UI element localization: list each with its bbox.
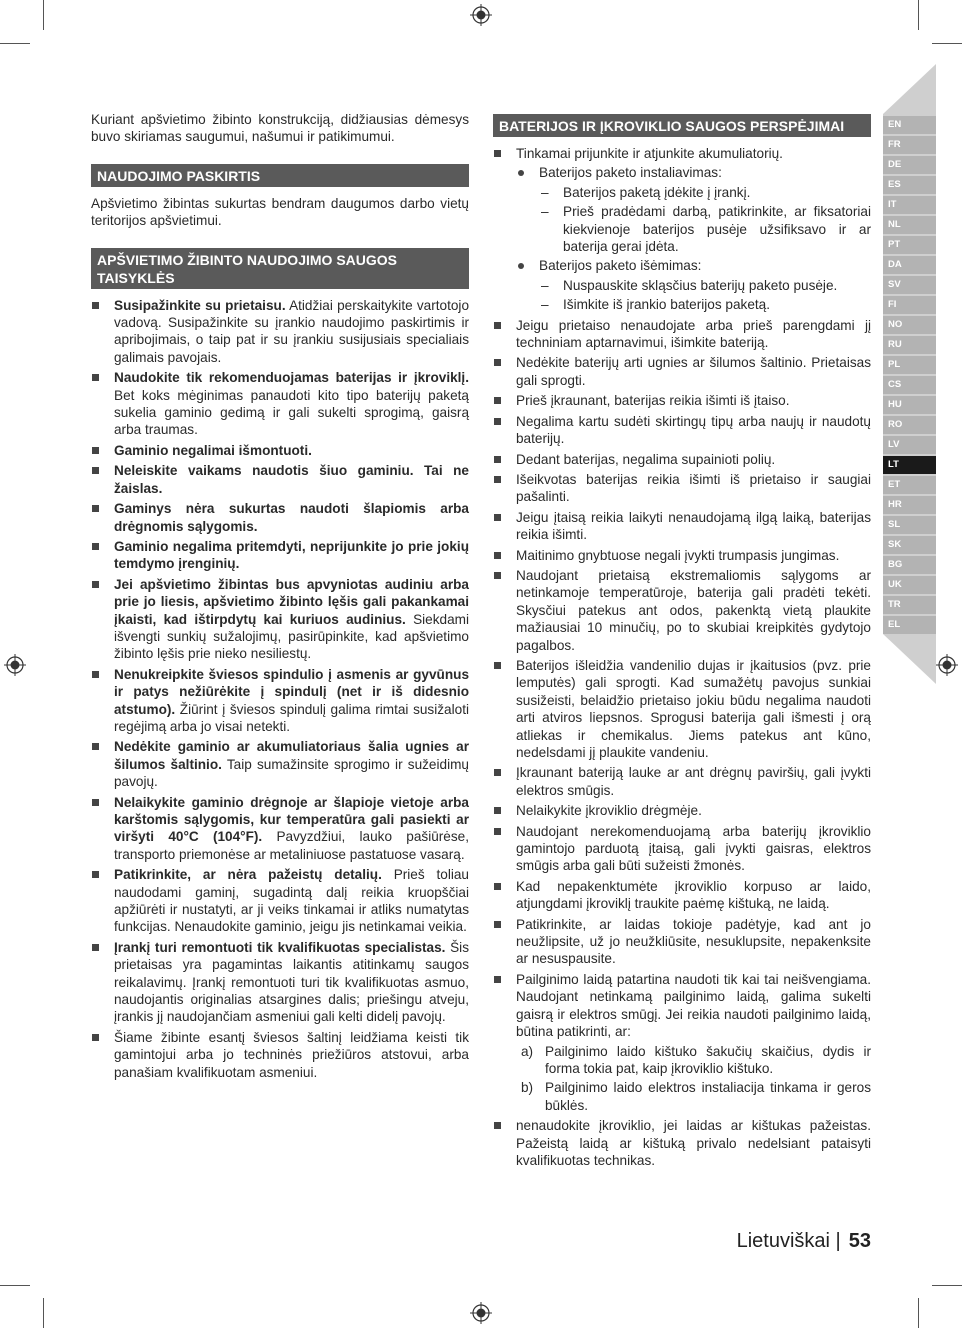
registration-mark-icon — [4, 654, 26, 676]
intro-text: Kuriant apšvietimo žibinto konstrukciją, didžiausias dėmesys buvo skiriamas saugumui, našumui ir patikimumui. — [91, 112, 469, 145]
crop-mark — [932, 1285, 962, 1286]
list-item — [493, 823, 871, 875]
list-item-text: Maitinimo gnybtuose negali įvykti trumpasis jungimas. — [516, 547, 840, 563]
list-item — [493, 509, 871, 544]
language-tab-fr: FR — [883, 136, 936, 154]
list-item-text: Atidžiai perskaitykite vartotojo vadovą. Susipažinkite su įrankio naudojimo paskirtimis ir apribojimais, o taip pat ir su įrankiu susijusiais specialiais galimais pavojais. — [114, 297, 470, 365]
list-item-bold: Naudokite tik rekomenduojamas baterijas ir įkroviklį. — [114, 370, 469, 386]
list-item — [493, 354, 871, 389]
list-item-text: Įkraunant bateriją lauke ar ant drėgnų paviršių, gali įvykti elektros smūgis. — [516, 765, 871, 798]
crop-mark — [918, 1298, 919, 1328]
list-item-bold: Gaminio negalima pritemdyti, neprijunkite jo prie jokių temdymo įrenginių. — [114, 538, 469, 572]
list-item — [493, 764, 871, 799]
sub-list — [516, 1043, 871, 1115]
install-label: Baterijos paketo instaliavimas: — [539, 165, 722, 181]
language-tab-en: EN — [883, 116, 936, 134]
list-item — [493, 567, 871, 654]
language-tab-lt: LT — [883, 456, 936, 474]
list-item — [493, 971, 871, 1114]
crop-mark — [43, 1298, 44, 1328]
list-item-bold: Gaminio negalimai išmontuoti. — [114, 442, 312, 458]
safety-list — [91, 297, 469, 1081]
list-item-text: Šis prietaisas yra pagamintas laikantis atitinkamų saugos reikalavimų. Įrankį remontuoti turi tik kvalifikuotas asmuo, naudojantis originalias atsargines dalis; priešingu atveju, įrankis jį naudojančiam asmeniui gali kelti didelį pavojų. — [114, 939, 469, 1025]
list-item — [493, 145, 871, 314]
list-item-text: Šiame žibinte esantį šviesos šaltinį leidžiama keisti tik gamintojui arba jo techninės priežiūros atstovui, arba panašiam kvalifikuotam asmeniui. — [114, 1029, 469, 1080]
list-item — [91, 442, 469, 459]
language-tab-bg: BG — [883, 556, 936, 574]
language-tab-pl: PL — [883, 356, 936, 374]
list-item — [493, 878, 871, 913]
language-tab-ru: RU — [883, 336, 936, 354]
list-item — [493, 451, 871, 468]
list-item-text: Naudojant prietaisą ekstremaliomis sąlygoms ar netinkamoje temperatūroje, baterija gali pradėti tekėti. Skysčiui patekus ant odos, pakenktą vietą plaukite mažiausiai 10 minučių, po to skubiai kreipkitės gydytojo pagalbos. — [516, 567, 871, 653]
language-tab-sl: SL — [883, 516, 936, 534]
language-tab-pt: PT — [883, 236, 936, 254]
list-item-bold: Nenukreipkite šviesos spindulio į asmenis ar gyvūnus ir patys nežiūrėkite į spindulį (net ir iš didesnio atstumo). — [114, 666, 469, 717]
list-item — [91, 576, 469, 663]
list-item: – Prieš pradėdami darbą, patikrinkite, ar fiksatoriai kiekvienoje baterijos pusėje užsifiksavo ir ar baterija gerai įdėta. — [539, 203, 871, 255]
language-tab-no: NO — [883, 316, 936, 334]
battery-heading: BATERIJOS IR ĮKROVIKLIO SAUGOS PERSPĖJIMAI — [493, 114, 871, 137]
list-item — [493, 317, 871, 352]
list-item-bold: Susipažinkite su prietaisu. — [114, 297, 286, 313]
list-item-text: Kad nepakenktumėte įkroviklio korpuso ar laido, atjungdami įkroviklį traukite paėmę kištuką, ne laidą. — [516, 878, 871, 912]
list-item — [493, 547, 871, 564]
list-item — [493, 916, 871, 968]
list-item — [493, 392, 871, 409]
page-footer — [737, 1229, 871, 1253]
list-item — [91, 738, 469, 790]
list-item-bold: Patikrinkite, ar nėra pažeistų detalių. — [114, 867, 382, 883]
language-tab-sv: SV — [883, 276, 936, 294]
list-item-text: Pavyzdžiui, lauko pašiūrėse, transporto priemonėse ar metaliniuose pastatuose vasarą. — [114, 829, 469, 862]
list-item — [91, 666, 469, 736]
language-tabs — [883, 116, 936, 636]
list-item: – Nuspauskite skląsčius baterijų paketo pusėje. — [539, 277, 871, 294]
list-item — [516, 164, 871, 255]
list-item — [493, 471, 871, 506]
safety-heading: APŠVIETIMO ŽIBINTO NAUDOJIMO SAUGOS TAISYKLĖS — [91, 248, 469, 289]
language-tab-et: ET — [883, 476, 936, 494]
list-item-text: Prieš toliau naudodami gaminį, sugadintą dalį reikia kruopščiai apžiūrėti ir nustatyti, ar ji veiks tinkamai ir atliks numatytas funkcijas. Nenaudokite gaminio, jeigu jis netinkamai veikia. — [114, 867, 469, 935]
crop-mark — [918, 0, 919, 30]
list-item-text: Negalima kartu sudėti skirtingų tipų arba naujų ir naudotų baterijų. — [516, 413, 871, 447]
language-tab-ro: RO — [883, 416, 936, 434]
list-item — [91, 866, 469, 936]
list-item-text: Bet koks mėginimas panaudoti kito tipo baterijų paketą sukelia gaminio gedimą ir gali sukelti sprogimą, gaisrą arba traumas. — [114, 387, 469, 438]
registration-mark-icon — [936, 654, 958, 676]
sub-item-text: Pailginimo laido kištuko šakučių skaičius, dydis ir forma tokia pat, kaip įkroviklio kištuko. — [545, 1043, 871, 1076]
list-item — [91, 794, 469, 864]
list-item-text: Patikrinkite, ar laidas tokioje padėtyje, kad ant jo neužlipsite, už jo neužkliūsite, nesuklupsite, nepakenksite ar nesuspausite. — [516, 916, 871, 967]
list-item — [91, 500, 469, 535]
footer-language: Lietuviškai | — [736, 1230, 841, 1252]
registration-mark-icon — [470, 1302, 492, 1324]
crop-mark — [0, 1285, 30, 1286]
list-item — [493, 657, 871, 761]
list-item — [493, 1117, 871, 1169]
remove-label: Baterijos paketo išėmimas: — [539, 258, 702, 274]
language-tab-da: DA — [883, 256, 936, 274]
language-tab-uk: UK — [883, 576, 936, 594]
page-number: 53 — [848, 1230, 871, 1252]
list-item-text: Žiūrint į šviesos spindulį galima rimtai susižaloti regėjimą arba jo visai netekti. — [114, 701, 469, 734]
list-item — [91, 369, 469, 439]
sub-item-label: a) — [521, 1043, 534, 1059]
right-column — [493, 114, 871, 1172]
sub-item-label: b) — [521, 1080, 534, 1096]
list-item — [91, 1029, 469, 1081]
list-item: – Išimkite iš įrankio baterijos paketą. — [539, 296, 871, 313]
language-tab-sk: SK — [883, 536, 936, 554]
list-item — [91, 939, 469, 1026]
crop-mark — [932, 43, 962, 44]
list-item — [516, 1043, 871, 1078]
list-item-text: Taip sumažinsite sprogimo ir sužeidimų pavojų. — [114, 756, 469, 790]
list-item-bold: Įrankį turi remontuoti tik kvalifikuotas specialistas. — [114, 939, 446, 955]
language-tab-nl: NL — [883, 216, 936, 234]
language-tab-hr: HR — [883, 496, 936, 514]
list-item-text: Nelaikykite įkroviklio drėgmėje. — [516, 803, 702, 819]
language-tab-lv: LV — [883, 436, 936, 454]
list-item-text: Baterijos išleidžia vandenilio dujas ir įkaitusios (pvz. prie lemputės) gali sprogti. Kad sumažėtų pavojus sunkiai susižeisti, belaidžio prietaiso jokiu būdu negalima naudoti arti atviros liepsnos. Sprogusi baterija gali išmesti į orą atliekas ir chemikalus. Jiems patekus ant kūno, nedelsdami jį plaukite vandeniu. — [516, 657, 871, 760]
usage-heading: NAUDOJIMO PASKIRTIS — [91, 164, 469, 187]
list-item — [91, 538, 469, 573]
list-item-text: Jeigu įtaisą reikia laikyti nenaudojamą ilgą laiką, baterijas reikia išimti. — [516, 509, 871, 543]
list-item-bold: Gaminys nėra sukurtas naudoti šlapiomis arba drėgnomis sąlygomis. — [114, 501, 469, 534]
list-item-text: Pailginimo laidą patartina naudoti tik kai tai neišvengiama. Naudojant netinkamą pailginimo laidą, galima sukelti gaisrą ir elektros smūgį. Jei reikia naudoti pailginimo laidą, būtina patikrinti, ar: — [516, 971, 871, 1040]
list-item — [516, 257, 871, 313]
crop-mark — [0, 43, 30, 44]
list-item-text: Tinkamai prijunkite ir atjunkite akumuliatorių. — [516, 146, 783, 161]
list-item-text: Prieš įkraunant, baterijas reikia išimti iš įtaiso. — [516, 393, 790, 409]
language-tab-tr: TR — [883, 596, 936, 614]
list-item — [493, 802, 871, 819]
language-tab-de: DE — [883, 156, 936, 174]
usage-text: Apšvietimo žibintas sukurtas bendram daugumos darbo vietų teritorijos apšvietimui. — [91, 195, 469, 229]
battery-list — [493, 145, 871, 1169]
language-tab-cs: CS — [883, 376, 936, 394]
list-item-text: Siekdami išvengti sunkių sužalojimų, pasirūpinkite, kad apšvietimo žibinto lęšis prie nieko nesiliestų. — [114, 611, 469, 662]
list-item: – Baterijos paketą įdėkite į įrankį. — [539, 184, 871, 201]
sub-item-text: Pailginimo laido elektros instaliacija tinkama ir geros būklės. — [545, 1080, 871, 1113]
list-item-bold: Jei apšvietimo žibintas bus apvyniotas audiniu arba prie jo liesis, apšvietimo žibinto lęšis gali pakankamai įkaisti, kad ištirpdytų kai kuriuos audinius. — [114, 576, 469, 627]
list-item-bold: Nelaikykite gaminio drėgnoje ar šlapioje vietoje arba karštomis sąlygomis, kur temperatūra gali pasiekti ar viršyti 40°C (104°F). — [114, 794, 469, 845]
list-item-bold: Nedėkite gaminio ar akumuliatoriaus šalia ugnies ar šilumos šaltinio. — [114, 739, 469, 772]
list-item — [493, 413, 871, 448]
list-item-text: Dedant baterijas, negalima supainioti polių. — [516, 451, 776, 467]
list-item-text: Naudojant nerekomenduojamą arba baterijų įkroviklio gamintojo parduotą įtaisą, gali įvykti gaisras, elektros smūgis arba gali būti sužeisti žmonės. — [516, 823, 871, 874]
list-item-text: Jeigu prietaiso nenaudojate arba prieš parengdami jį techniniam aptarnavimui, išimkite bateriją. — [516, 317, 871, 351]
list-item-text: Išeikvotas baterijas reikia išimti iš prietaiso ir saugiai pašalinti. — [516, 471, 871, 505]
crop-mark — [43, 0, 44, 30]
language-tab-fi: FI — [883, 296, 936, 314]
language-tab-el: EL — [883, 616, 936, 634]
left-column — [91, 111, 469, 1084]
language-tab-es: ES — [883, 176, 936, 194]
list-item-bold: Neleiskite vaikams naudotis šiuo gaminiu. Tai ne žaislas. — [114, 463, 469, 496]
list-item — [91, 297, 469, 367]
language-tab-it: IT — [883, 196, 936, 214]
registration-mark-icon — [470, 4, 492, 26]
list-item — [516, 1079, 871, 1114]
list-item-text: Nedėkite baterijų arti ugnies ar šilumos šaltinio. Prietaisas gali sprogti. — [516, 355, 871, 388]
list-item — [91, 462, 469, 497]
language-tab-hu: HU — [883, 396, 936, 414]
list-item-text: nenaudokite įkroviklio, jei laidas ar kištukas pažeistas. Pažeistą laidą ar kištuką privalo nedelsiant pataisyti kvalifikuotas technikas. — [516, 1118, 871, 1168]
